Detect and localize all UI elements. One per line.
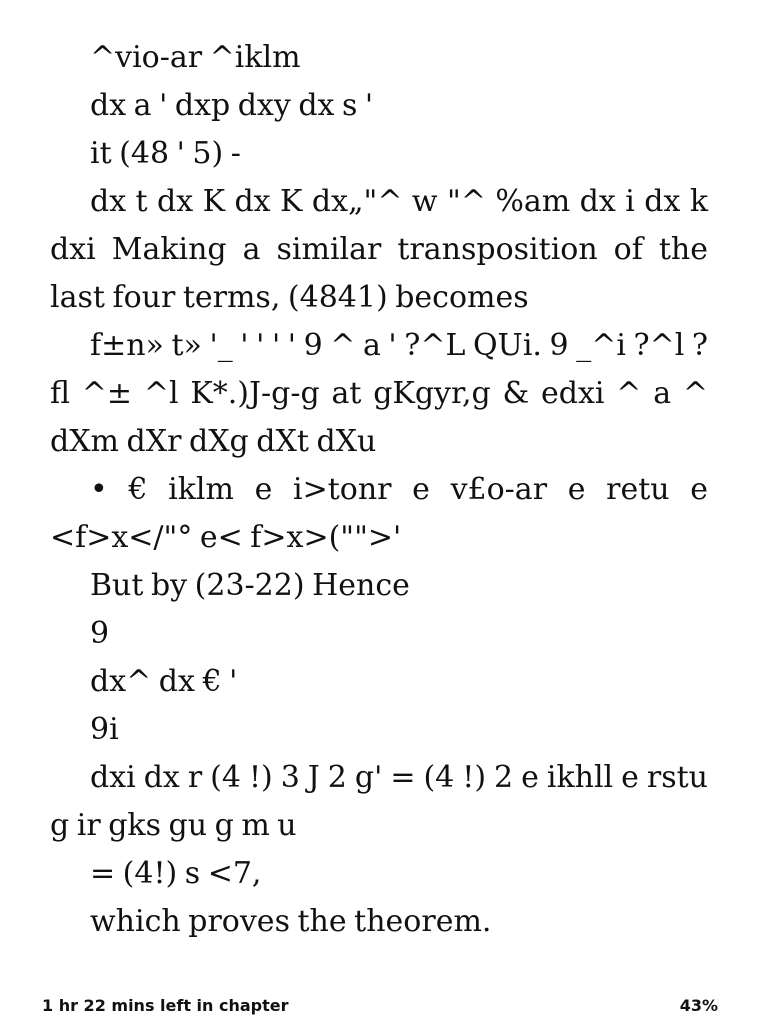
text-paragraph: dx t dx K dx K dx„"^ w "^ %am dx i dx k dxi Making a similar transposition of the last four terms, (4841) becomes (50, 184, 708, 315)
text-paragraph: = (4!) s <7, (90, 856, 262, 891)
text-paragraph: dx^ dx € ' (90, 664, 238, 699)
text-paragraph: • € iklm e i>tonr e v£o-ar e retu e <f>x</"° e< f>x>("">' (50, 472, 708, 555)
text-paragraph: 9i (90, 712, 119, 747)
text-paragraph: it (48 ' 5) - (90, 136, 241, 171)
text-paragraph: dxi dx r (4 !) 3 J 2 g' = (4 !) 2 e ikhll e rstu g ir gks gu g m u (50, 760, 708, 843)
reader-footer (42, 994, 718, 1016)
progress-percent: 43% (679, 995, 718, 1015)
text-paragraph: But by (23-22) Hence (90, 568, 410, 603)
text-paragraph: f±n» t» '_ ' ' ' ' 9 ^ a ' ?^L QUi. 9 _^i ?^l ?fl ^± ^l K*.)J-g-g at gKgyr,g & edxi ^ a ^ dXm dXr dXg dXt dXu (50, 328, 708, 459)
text-paragraph: dx a ' dxp dxy dx s ' (90, 88, 374, 123)
time-left-label: 1 hr 22 mins left in chapter (42, 995, 289, 1015)
page-text (50, 34, 708, 946)
text-paragraph: 9 (90, 616, 110, 651)
text-paragraph: which proves the theorem. (90, 904, 492, 939)
text-paragraph: ^vio-ar ^iklm (90, 40, 301, 75)
